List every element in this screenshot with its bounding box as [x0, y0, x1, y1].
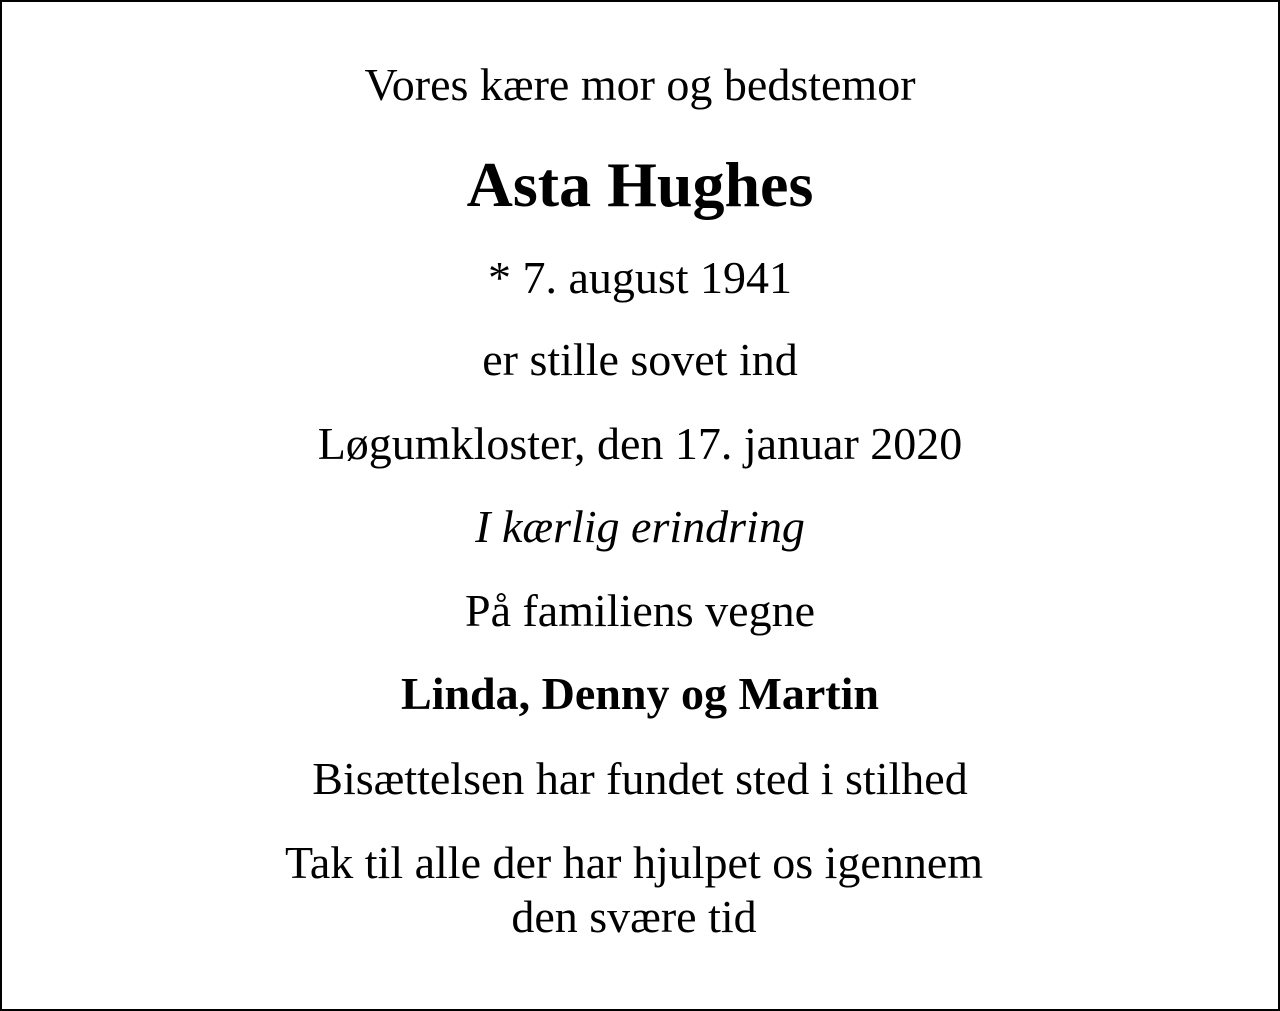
thanks-line-1: Tak til alle der har hjulpet os igennem [284, 837, 984, 888]
intro-text: Vores kære mor og bedstemor [364, 59, 916, 110]
funeral-note: Bisættelsen har fundet sted i stilhed [312, 753, 968, 804]
passed-away-text: er stille sovet ind [482, 334, 798, 385]
thanks-line-2: den svære tid [511, 891, 757, 942]
birth-date: * 7. august 1941 [487, 252, 793, 303]
on-behalf-text: På familiens vegne [464, 585, 815, 636]
family-names: Linda, Denny og Martin [401, 668, 879, 719]
deceased-name: Asta Hughes [466, 149, 814, 220]
place-and-date: Løgumkloster, den 17. januar 2020 [317, 418, 963, 469]
memory-text: I kærlig erindring [475, 501, 805, 552]
